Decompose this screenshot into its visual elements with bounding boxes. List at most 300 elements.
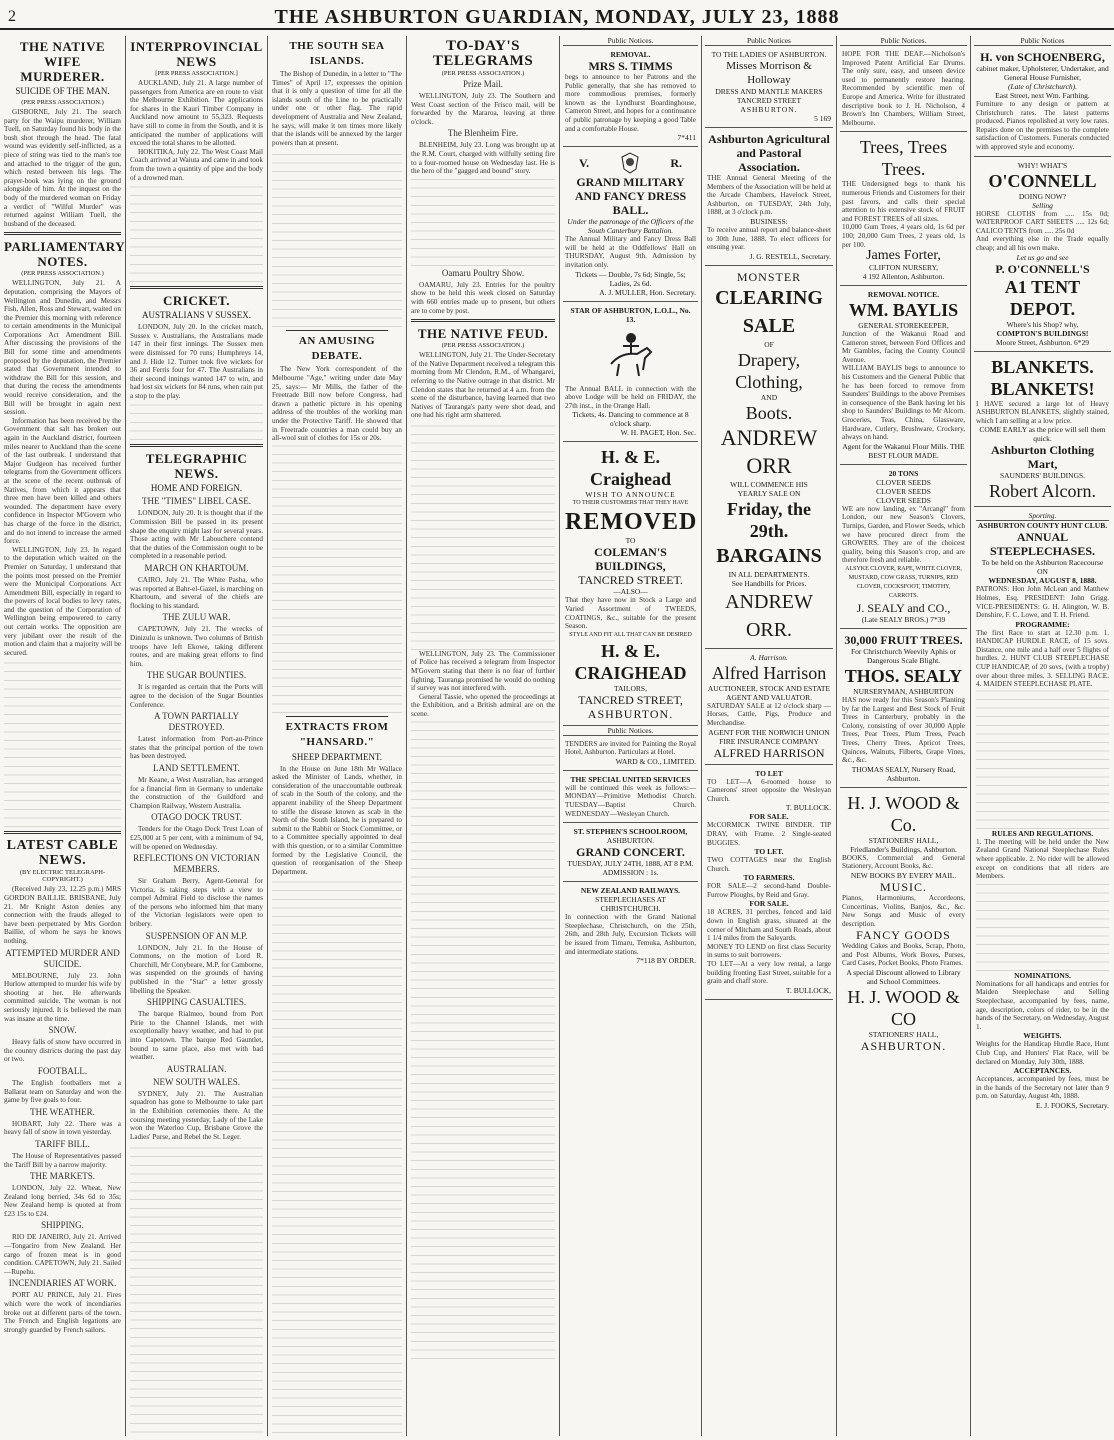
text-block: TO LET. xyxy=(754,847,784,857)
article-text xyxy=(272,365,402,442)
column-7 xyxy=(837,36,971,1436)
text-block: BUSINESS: xyxy=(750,216,788,226)
text-block: The New York correspondent of the Melbourne "Age," writing under date May 25, says:— Mr Mills, the father of the Freetrade Bill now before Congress, had drawn a pathetic picture in his opening address of the troubles of the working man under the Protective Tariff. He showed that in Freetrade countries a man could buy an all-wool suit of clothes for 15s or 20s. xyxy=(272,365,402,443)
text-block: The first Race to start at 12.30 p.m. 1. HANDICAP HURDLE RACE, of 15 sovs. Distance, one mile and a half over 5 flights of hurdles. 2. HUNT CLUB STEEPLECHASE CUP HANDICAP, of 20 sovs, (with a trophy) over about three miles. 3. SELLING RACE. 4. MAIDEN STEEPLECHASE PLATE. xyxy=(976,628,1109,689)
text-block: ALSYKE CLOVER, RAPE, WHITE CLOVER, MUSTARD, COW GRASS, TURNIPS, RED CLOVER, COCKSFOOT, TIMOTHY, CARROTS. xyxy=(845,565,962,599)
text-block: H. von SCHOENBERG, xyxy=(980,50,1105,64)
ad-ear-drums xyxy=(840,46,967,132)
ad-alfred-harrison xyxy=(705,649,833,765)
article-text xyxy=(272,70,402,147)
text-block: TWO COTTAGES near the English Church. xyxy=(707,856,831,873)
text-block: ASHBURTON COUNTY HUNT CLUB. xyxy=(977,521,1108,531)
text-block: COME EARLY as the price will sell them quick. xyxy=(979,425,1106,444)
text-block: AUSTRALIAN. xyxy=(166,1063,227,1074)
text-block: CAPETOWN, July 21. The wrecks of Dinizulu is unknown. Two columns of British troops have left Ekowe, taking different routes, and are making great efforts to find him. xyxy=(130,625,263,668)
subheadline: SUICIDE OF THE MAN. xyxy=(15,86,110,96)
text-block: NEW SOUTH WALES. xyxy=(153,1076,240,1087)
article-text xyxy=(411,79,555,176)
ad-craighead-removed xyxy=(563,442,698,725)
text-block: TANCRED STREET, xyxy=(578,692,683,707)
text-block: AGENT FOR THE NORWICH UNION FIRE INSURANCE COMPANY xyxy=(708,727,830,746)
text-block: THE "TIMES" LIBEL CASE. xyxy=(141,496,251,507)
text-block: TANCRED STREET xyxy=(736,96,802,105)
text-filler xyxy=(411,420,555,650)
column-4 xyxy=(407,36,560,1436)
text-block: STYLE AND FIT ALL THAT CAN BE DESIRED xyxy=(569,631,692,638)
text-block: WELLINGTON, July 21. A deputation, comprising the Mayors of Wellington and Dunedin, and Messrs Fish, Allen, Ross and Stewart, waited on the Premier this morning with reference to certain amendments in the Municipal Corporations Act Amendment Bill. After discussing the provisions of the Bill for some time and amendments proposed by the deputation, the Premier stated that Government intended to withdraw the Bill for this session, and that during the recess the amendments would receive consideration, and the Bill will be brought in again next session. xyxy=(4,279,121,417)
text-block: HOKITIKA, July 22. The West Coast Mail Coach arrived at Waiuta and came in and took from the town a quantity of pipe and the body of a drowned man. xyxy=(130,147,263,182)
ad-fruit-trees xyxy=(840,629,967,788)
crest-icon xyxy=(618,151,642,175)
text-block: WEDNESDAY, AUGUST 8, 1888. xyxy=(988,576,1097,586)
text-block: Misses Morrison & Holloway xyxy=(726,60,812,86)
text-block: NEW ZEALAND RAILWAYS. xyxy=(580,886,681,896)
text-block: Information has been received by the Government that salt has broken out again in the Auckland district, fourteen miles nearer to Auckland than the scene of the last outbreak. I understand that Major Gudgeon has received further telegrams from the Government officers at the scene of the recent outbreak of Natives, from which it appears that three men have been killed and others wounded. The department have every confidence in Inspector M'Govern who has charge of the force in the district, and do not intend to increase the armed force. xyxy=(4,416,121,546)
article-text xyxy=(411,650,555,719)
headline: PARLIAMENTARY NOTES. xyxy=(4,239,126,270)
headline: EXTRACTS FROM "HANSARD." xyxy=(285,720,389,748)
text-block: The barque Rialmeo, bound from Port Pirie to the Channel Islands, met with exceptionally heavy weather, and had to put into Capetown. The barque Red Gauntlet, bound to same place, also met with bad weather. xyxy=(130,1010,263,1062)
text-block: HOBART, July 22. There was a heavy fall of snow in town yesterday. xyxy=(4,1119,121,1137)
text-block: W. H. PAGET, Hon. Sec. xyxy=(620,428,696,438)
text-block: A. Harrison. xyxy=(750,652,788,662)
text-filler xyxy=(976,689,1109,829)
article-text xyxy=(130,79,263,182)
ad-united-services xyxy=(563,771,698,823)
text-block: SATURDAY SALE at 12 o'clock sharp — Horses, Cattle, Pigs, Produce and Merchandise. xyxy=(707,701,831,727)
text-block: CLOVER SEEDS xyxy=(876,486,931,496)
text-block: J. G. RESTELL, Secretary. xyxy=(749,251,831,261)
text-block: MRS S. TIMMS xyxy=(588,59,673,73)
text-block: O'CONNELL xyxy=(988,170,1097,191)
text-block: LONDON, July 20. It is thought that if the Commission Bill be passed in its present shape the enquiry might last for several years. Those acting with Mr Labouchere contend that the duties of the Commission ought to be completed in a reasonable period. xyxy=(130,509,263,561)
ad-dressmakers xyxy=(705,46,833,128)
text-block: MARCH ON KHARTOUM. xyxy=(144,563,249,574)
text-block: Robert Alcorn. xyxy=(989,481,1096,502)
ad-steeplechases xyxy=(974,507,1111,1114)
text-block: TO FARMERS. xyxy=(743,873,795,883)
text-filler xyxy=(411,719,555,1359)
masthead xyxy=(0,4,1114,30)
text-block: H. & E. CRAIGHEAD xyxy=(574,640,687,683)
text-block: THE SUGAR BOUNTIES. xyxy=(146,670,247,681)
text-block: REFLECTIONS ON VICTORIAN MEMBERS. xyxy=(133,853,260,875)
text-block: WM. BAYLIS xyxy=(848,300,959,321)
press-credit: (BY ELECTRIC TELEGRAPH-COPYRIGHT.) xyxy=(19,869,106,884)
ad-schoenberg xyxy=(974,46,1111,157)
text-filler xyxy=(130,1141,263,1436)
text-block: SAUNDERS' BUILDINGS. xyxy=(999,471,1086,481)
text-block: THE WEATHER. xyxy=(30,1106,95,1117)
text-block: 30,000 FRUIT TREES. xyxy=(844,632,963,647)
text-block: V. xyxy=(579,156,590,171)
text-block: CLIFTON NURSERY, xyxy=(869,263,938,273)
text-block: R. xyxy=(670,156,682,171)
text-block: TANCRED STREET. xyxy=(578,573,683,588)
text-block: WE are now landing, ex "Arcangl" from London, our new Season's Clovers, Turnips, Garden, and Flower Seeds, which we have procured direct from the GROWERS. They are of the choicest quality, being this Season's crop, and are therefore fresh and reliable. xyxy=(842,504,965,565)
article-text xyxy=(411,351,555,420)
text-filler xyxy=(4,657,121,827)
text-block: Trees, Trees Trees. xyxy=(859,137,948,180)
text-block: TENDERS are invited for Painting the Royal Hotel, Ashburton. Particulars at Hotel. xyxy=(565,739,696,757)
text-block: THOS. SEALY xyxy=(844,665,963,686)
subheadline: SHEEP DEPARTMENT. xyxy=(291,751,383,762)
text-block: ASHBURTON. xyxy=(740,105,798,114)
ad-bullock-listings xyxy=(705,765,833,1000)
text-block: TO LET—At a very low rental, a large building fronting East Street, suitable for a grain and chaff store. xyxy=(707,960,831,986)
text-filler xyxy=(130,182,263,282)
text-block: TO LET xyxy=(755,768,783,778)
text-block: ALFRED HARRISON xyxy=(713,745,825,760)
text-block: Ashburton Agricultural and Pastoral Association. xyxy=(708,132,830,174)
text-block: —ALSO— xyxy=(613,587,648,597)
text-block: Tickets, 4s. Dancing to commence at 8 o'clock sharp. xyxy=(572,410,689,429)
text-block: TARIFF BILL. xyxy=(35,1138,90,1149)
text-block: James Forter, xyxy=(866,248,941,264)
text-block: ON xyxy=(1037,567,1048,577)
text-filler xyxy=(130,400,263,440)
text-block: A TOWN PARTIALLY DESTROYED. xyxy=(154,711,239,733)
headline: TO-DAY'S TELEGRAMS xyxy=(432,38,534,69)
text-block: THE MARKETS. xyxy=(30,1171,95,1182)
text-block: FOR SALE. xyxy=(749,812,789,822)
text-block: Moore Street, Ashburton. 6*29 xyxy=(995,337,1090,347)
text-block: PROGRAMME: xyxy=(1015,619,1070,629)
text-block: AUCKLAND, July 21. A large number of passengers from America are en route to visit the Melbourne Exhibition. The applications for shares in the Kauri Timber Company in Auckland now amount to 55,323. Requests have still to come in from the South, and it is anticipated the number of applications will exceed the total shares to be allotted. xyxy=(130,79,263,148)
text-block: The Bishop of Dunedin, in a letter to "The Times" of April 17, expresses the opinion that it is only a question of time for all the islands south of the Line to be practically under one or other flag. The rapid development of Australia and New Zealand, he says, will make it ten times more likely that the islands will be annexed by the larger powers than at present. xyxy=(272,70,402,147)
text-block: East Street, next Wm. Farthing. xyxy=(995,91,1090,100)
text-block: ST. STEPHEN'S SCHOOLROOM, xyxy=(573,827,688,837)
text-block: LAND SETTLEMENT. xyxy=(153,762,240,773)
text-block: Friedlander's Buildings, Ashburton. xyxy=(850,844,957,854)
text-block: BOOKS, Commercial and General Stationery, Account Books, &c. xyxy=(842,853,965,871)
text-block: THOMAS SEALY, Nursery Road, Ashburton. xyxy=(851,764,956,783)
text-block: BLANKETS! xyxy=(990,378,1095,399)
press-credit: (PER PRESS ASSOCIATION.) xyxy=(441,70,525,77)
text-block: MUSIC. xyxy=(879,879,927,894)
text-block: ANDREW ORR. xyxy=(725,590,813,641)
text-block: WILL COMMENCE HIS xyxy=(730,479,808,489)
text-block: DOING NOW? xyxy=(1018,191,1067,201)
text-block: J. SEALY and CO., xyxy=(856,600,951,615)
headline: THE SOUTH SEA ISLANDS. xyxy=(289,40,385,67)
column-3 xyxy=(268,36,407,1436)
text-block: YEARLY SALE ON xyxy=(737,488,801,498)
text-block: MELBOURNE, July 23. John Hurlow attempted to murder his wife by shooting at her. He afterwards committed suicide. The woman is not seriously injured. It is believed the man was insane at the time. xyxy=(4,971,121,1023)
text-block: In the House on June 18th Mr Wallace asked the Minister of Lands, whether, in consideration of the unaccountable outbreak of scab in the South of the colony, and the apparent inability of the Sheep Department to stifle the disease known as scab in the North of the South Island, he is prepared to submit to the Rabbit or Stock Committee, or to a Committee specially appointed to deal with this question, or to a similar Committee formed by the Legislative Council, the question of reorganisation of the Sheep Department. xyxy=(272,764,402,876)
text-block: HAS now ready for this Season's Planting by far the Largest and Best Stock of Fruit Trees in Canterbury, probably in the Colony, consisting of over 30,000 Apple Trees, Pear Trees, Plum Trees, Peach Trees, Cherry Trees, Apricot Trees, Quinces, Walnuts, Filberts, Grape Vines, &c., &c. xyxy=(842,695,965,765)
text-block: SYDNEY, July 21. The Australian squadron has gone to Melbourne to take part in the Exhibition ceremonies there. At the coursing meeting yesterday, Lady of the Lake won the Waterloo Cup, Brisbane Grove the Ladies' Purse, and Rebel the St. Leger. xyxy=(130,1089,263,1141)
text-block: MONEY TO LEND on first class Security in sums to suit borrowers. xyxy=(707,942,831,960)
text-block: The Annual BALL in connection with the above Lodge will be held on FRIDAY, the 27th inst., in the Orange Hall. xyxy=(565,384,696,410)
text-block: ADMISSION : 1s. xyxy=(602,868,659,878)
text-filler xyxy=(411,176,555,266)
text-block: Sir Graham Berry, Agent-General for Victoria, is taking steps with a view to compel Admiral Field to disclose the names of the persons who informed him that many of the Victorian legislators were open to bribery. xyxy=(130,877,263,929)
text-block: TO THEIR CUSTOMERS THAT THEY HAVE xyxy=(572,500,689,507)
text-block: THE Annual General Meeting of the Members of the Association will be held at the Arcade Chambers, Havelock Street, Ashburton, on TUESDAY, 24th July, 1888, at 3 o'clock p.m. xyxy=(707,174,831,217)
text-block: Furniture to any design or pattern at Christchurch rates. The latest patterns produced. Pianos repolished at very low rates. Repairs done on the premises to the complete satisfaction of Customers. Funerals conducted with approved style and economy. xyxy=(976,100,1109,151)
text-filler xyxy=(976,881,1109,971)
text-block: Mr Keane, a West Australian, has arranged for a financial firm in Germany to undertake the construction of the Guildford and Champion Railway, Western Australia. xyxy=(130,775,263,810)
text-block: 4 192 Allenton, Ashburton. xyxy=(862,272,945,282)
text-block: WELLINGTON, July 21. The Under-Secretary of the Native Department received a telegram this morning from Mr Clendon, R.M., of Whangarei, referring to the Native outrage in that district. Mr Clendon states that he returned at 4 a.m. from the scene of the disturbance, having learned that two Natives of Tauranga's party were shot dead, and one had his right arm shattered. xyxy=(411,351,555,420)
article-text xyxy=(411,268,555,315)
text-block: TAILORS, xyxy=(614,683,647,693)
press-credit: (PER PRESS ASSOCIATION.) xyxy=(441,342,525,350)
article-text xyxy=(4,885,121,1334)
article-text xyxy=(4,108,121,228)
text-block: OF xyxy=(764,339,774,349)
ad-baylis-removal xyxy=(840,286,967,465)
text-block: A. J. MULLER, Hon. Secretary. xyxy=(599,287,696,297)
ad-painting-tenders xyxy=(563,736,698,771)
text-block: WELLINGTON, July 23. The Commissioner of Police has received a telegram from Inspector M'Govern stating that there is no fear of further fighting. Tauranga promised he would do nothing if survey was not interfered with. xyxy=(411,649,555,693)
text-block: Weights for the Handicap Hurdle Race, Hunt Club Cup, and Hunters' Flat Race, will be declared on Monday, July 30th, 1888. xyxy=(976,1040,1109,1066)
section-label: Public Notices. xyxy=(563,726,698,736)
text-block: Acceptances, accompanied by fees, must be in the hands of the Secretary not later than 9 p.m. on Saturday, August 4th, 1888. xyxy=(976,1075,1109,1101)
text-block: Latest information from Port-au-Prince states that the principal portion of the town has been destroyed. xyxy=(130,735,263,761)
text-block: STAR OF ASHBURTON, L.O.L., No. 13. xyxy=(570,305,691,324)
text-block: Selling xyxy=(1032,200,1053,210)
text-block: GISBORNE, July 21. The search party for the Waipu murderer, William Tuell, on Saturday found his body in the bush shot through the head. The fatal wound was evidently self-inflicted, as a piece of string was tied to the man's toe and attached to the trigger of the gun, which rested between his legs. The prayer-book was lying on the ground alongside of him. At the inquest on the body of the murdered woman on Friday a verdict of "Wilful Murder" was returned against William Tuell, the husband of the deceased. xyxy=(4,108,121,228)
text-block: Sporting. xyxy=(976,511,1109,521)
text-block: To be held on the Ashburton Racecourse xyxy=(981,558,1104,568)
text-block: GRAND CONCERT. xyxy=(576,845,685,860)
text-filler xyxy=(272,876,402,1436)
text-block: WEIGHTS. xyxy=(1023,1031,1062,1041)
text-block: HOPE FOR THE DEAF.—Nicholson's Improved Patent Artificial Ear Drums. The only sure, easy, and unseen device used to permanently restore hearing. Recommended by scientific men of Europe and America. Write for illustrated descriptive book to J. H. Nicholson, 4 Brown's Inn Chambers, William Street, Melbourne. xyxy=(842,50,965,127)
headline: CRICKET. xyxy=(163,293,230,309)
subheadline: AUSTRALIANS V SUSSEX. xyxy=(142,310,251,321)
text-block: GRAND MILITARY AND FANCY DRESS BALL. xyxy=(574,175,687,218)
text-block: Under the patronage of the Officers of the South Canterbury Battalion. xyxy=(567,217,694,236)
section-label: Public Notices. xyxy=(840,36,967,46)
horseman-icon xyxy=(601,324,661,380)
article-text xyxy=(4,279,121,657)
text-block: ANNUAL STEEPLECHASES. xyxy=(989,530,1096,559)
text-block: 5 169 xyxy=(814,114,831,123)
text-block: PORT AU PRINCE, July 21. Fires which were the work of incendiaries broke out at different parts of the town. The French and English legations are strongly guarded by French sailors. xyxy=(4,1291,121,1334)
text-block: STATIONERS' HALL, xyxy=(868,1030,939,1040)
text-block: That they have now in Stock a Large and Varied Assortment of TWEEDS, COATINGS, &c., suitable for the present Season. xyxy=(565,596,696,631)
column-5 xyxy=(560,36,702,1436)
section-label: Public Notices. xyxy=(563,36,698,46)
text-block: TO THE LADIES OF ASHBURTON. xyxy=(711,50,827,59)
text-block: 7*411 xyxy=(677,133,696,143)
text-block: A1 TENT DEPOT. xyxy=(1004,276,1081,319)
text-block: CAIRO, July 21. The White Pasha, who was reported at Bahr-el-Gazel, is marching on Khartoum, and several of the chiefs are flocking to his standard. xyxy=(130,576,263,610)
text-block: INCENDIARIES AT WORK. xyxy=(8,1278,117,1289)
text-filler xyxy=(272,443,402,713)
text-block: (Late of Christchurch). xyxy=(1007,82,1078,91)
text-block: A special Discount allowed to Library and School Committees. xyxy=(846,968,961,987)
ad-blankets xyxy=(974,352,1111,508)
text-block: TO LET—A 6-roomed house to Camerons' street opposite the Wesleyan Church. xyxy=(707,777,831,803)
headline: INTERPROVINCIAL NEWS xyxy=(130,39,263,69)
text-block: GENERAL STOREKEEPER, xyxy=(858,321,949,331)
text-block: COLEMAN'S BUILDINGS, xyxy=(594,545,667,574)
press-credit: (PER PRESS ASSOCIATION.) xyxy=(21,99,104,106)
ad-military-ball xyxy=(563,147,698,301)
text-block: 20 TONS xyxy=(888,468,919,478)
ad-grand-concert xyxy=(563,823,698,882)
text-block: Tickets — Double, 7s 6d; Single, 5s; Ladies, 2s 6d. xyxy=(575,269,686,288)
text-block: NOMINATIONS. xyxy=(1014,970,1071,980)
text-block: THE ZULU WAR. xyxy=(162,612,231,623)
text-block: NURSERYMAN, ASHBURTON xyxy=(853,686,954,696)
headline: THE NATIVE WIFE MURDERER. xyxy=(19,39,106,84)
headline: TELEGRAPHIC NEWS. xyxy=(145,451,248,482)
text-block: NEW BOOKS BY EVERY MAIL. xyxy=(850,870,957,880)
press-credit: (PER PRESS ASSOCIATION.) xyxy=(21,270,104,278)
text-block: SHIPPING CASUALTIES. xyxy=(146,997,247,1008)
text-block: The Blenheim Fire. xyxy=(447,128,519,139)
section-label: Public Notices xyxy=(974,36,1111,46)
text-block: 1. The meeting will be held under the New Zealand Grand National Steeplechase Rules where applicable. 2. No rider will be allowed except on conditions that all riders are Members. xyxy=(976,837,1109,881)
text-block: FOR SALE. xyxy=(749,899,789,909)
text-block: STATIONERS' HALL, xyxy=(868,835,939,845)
text-block: Prize Mail. xyxy=(463,79,503,89)
text-block: DRESS AND MANTLE MAKERS xyxy=(715,87,823,96)
text-block: THE Undersigned begs to thank his numerous Friends and Customers for their past favors, and calls their special attention to his extensive stock of FRUIT and FOREST TREES of all sizes. xyxy=(842,180,965,223)
text-block: The House of Representatives passed the Tariff Bill by a narrow majority. xyxy=(4,1151,121,1169)
text-block: Junction of the Wakanui Road and Cameron street, between Ford Offices and Mr Gambles, facing the County Council Avenue. xyxy=(842,330,965,364)
text-block: RULES AND REGULATIONS. xyxy=(991,828,1094,838)
text-block: Alfred Harrison xyxy=(711,662,827,683)
text-block: AND xyxy=(760,392,778,402)
text-block: SUSPENSION OF AN M.P. xyxy=(145,930,248,941)
text-block: (Late SEALY BROS.) 7*39 xyxy=(861,614,946,624)
article-text xyxy=(272,765,402,877)
text-block: Wedding Cakes and Books, Scrap, Photo, and Post Albums, Work Boxes, Purses, Card Cases, Pocket Books, Photo Frames. xyxy=(842,942,965,968)
text-block: WISH TO ANNOUNCE xyxy=(585,490,676,500)
text-block: ASHBURTON. xyxy=(860,1039,947,1054)
text-block: Pianos, Harmoniums, Accordeons, Concertinas, Violins, Banjos, &c., &c. New Songs and Music of every description. xyxy=(842,893,965,928)
text-block: BLENHEIM, July 23. Long was brought up at the R.M. Court, charged with wilfully setting fire to a four-roomed house on Wednesday last. He is the hero of the "gagged and bound" story. xyxy=(411,141,555,176)
page-number: 2 xyxy=(8,8,16,25)
text-block: Oamaru Poultry Show. xyxy=(441,267,525,278)
text-block: ASHBURTON. xyxy=(606,836,655,846)
text-block: CLOVER SEEDS xyxy=(876,495,931,505)
text-block: ANDREW ORR xyxy=(720,424,818,478)
text-block: SHIPPING. xyxy=(41,1220,84,1231)
text-block: WARD & CO., LIMITED. xyxy=(615,756,696,766)
ad-orange-ball xyxy=(563,302,698,443)
section-label: Public Notices xyxy=(705,36,833,46)
text-block: REMOVED xyxy=(565,509,698,536)
text-block: REMOVAL NOTICE. xyxy=(867,290,940,300)
text-block: ASHBURTON. xyxy=(587,706,674,721)
text-block: (Received July 23, 12.25 p.m.) MRS GORDON BAILLIE. BRISBANE, July 21. Mr Knight Aston denies any connection with the frauds alleged to have been perpetrated by Mrs Gordon Baillie, of whom he says he knows nothing. xyxy=(4,885,121,945)
article-text xyxy=(130,496,263,1141)
ad-clearing-sale xyxy=(705,266,833,649)
text-block: IN ALL DEPARTMENTS. xyxy=(728,569,810,579)
text-block: ATTEMPTED MURDER AND SUICIDE. xyxy=(5,947,120,969)
text-block: Ashburton Clothing Mart, xyxy=(990,443,1095,472)
text-block: Friday, the 29th. xyxy=(727,498,811,541)
text-block: TO xyxy=(625,536,636,546)
text-block: ACCEPTANCES. xyxy=(1013,1066,1072,1076)
text-block: BLANKETS. xyxy=(991,356,1094,377)
text-block: General Tassie, who opened the proceedings at the Exhibition, and a British admiral are on the scene. xyxy=(411,692,555,719)
text-block: BARGAINS xyxy=(716,544,822,567)
text-block: H. J. WOOD & Co. xyxy=(847,792,960,835)
text-block: SNOW. xyxy=(48,1025,77,1036)
text-block: begs to announce to her Patrons and the Public generally, that she has removed to more commodious premises, formerly known as the Lyndhurst Boardinghouse, Cameron Street, and hopes for a continuance of public patronage by keeping a good Table and a comfortable House. xyxy=(565,73,696,133)
text-block: WHY! WHAT'S xyxy=(1017,160,1068,170)
text-block: McCORMICK TWINE BINDER. TIP DRAY, with Frame. 2 Single-seated BUGGIES. xyxy=(707,821,831,847)
subheadline: HOME AND FOREIGN. xyxy=(150,483,243,494)
text-block: FANCY GOODS xyxy=(856,928,951,943)
text-block: CLEARING SALE xyxy=(715,286,823,337)
text-block: CLOVER SEEDS xyxy=(876,477,931,487)
ad-railways xyxy=(563,882,698,969)
text-block: COMPTON'S BUILDINGS! xyxy=(996,328,1089,338)
text-block: LONDON, July 22. Wheat, New Zealand long berried, 34s 6d to 35s; New Zealand hemp is quoted at from £23 15s to £24. xyxy=(4,1184,121,1218)
headline: THE NATIVE FEUD. xyxy=(417,326,549,342)
text-block: I HAVE secured a large lot of Heavy ASHBURTON BLANKETS, slightly stained, which I am selling at a low price. xyxy=(976,399,1109,425)
text-block: HORSE CLOTHS from ..... 15s 0d; WATERPROOF CART SHEETS ..... 12s 6d; CALICO TENTS from ..... 25s 0d xyxy=(976,209,1109,235)
text-block: THE SPECIAL UNITED SERVICES xyxy=(570,774,691,784)
text-block: T. BULLOCK, xyxy=(785,985,831,995)
text-block: AUCTIONEER, STOCK AND ESTATE AGENT AND VALUATOR. xyxy=(707,683,831,702)
text-block: Where's his Shop? why, xyxy=(1006,319,1079,329)
ad-trees xyxy=(840,132,967,286)
text-block: OAMARU, July 23. Entries for the poultry show to be held this week closed on Saturday with 660 entries made up to present, but others are to come by post. xyxy=(411,280,555,315)
text-block: will be continued this week as follows:—MONDAY—Primitive Methodist Church. TUESDAY—Baptist Church. WEDNESDAY—Wesleyan Church. xyxy=(565,783,696,818)
text-block: RIO DE JANEIRO, July 21. Arrived—Tongariro from New Zealand. Her cargo of frozen meat is in good condition. CAPETOWN, July 21. Sailed—Rupehu. xyxy=(4,1233,121,1276)
text-block: TUESDAY, JULY 24TH, 1888, AT 8 P.M. xyxy=(567,859,694,869)
text-block: 10,000 Gum Trees, 4 years old, 1s 6d per 100; 20,000 Gum Trees, 2 years old, 1s per 100. xyxy=(842,223,965,249)
text-block: OTAGO DOCK TRUST. xyxy=(151,812,242,823)
text-block: STEEPLECHASES AT CHRISTCHURCH. xyxy=(595,895,666,914)
text-block: E. J. FOOKS, Secretary. xyxy=(1035,1100,1109,1110)
text-block: P. O'CONNELL'S xyxy=(995,261,1090,276)
text-block: The Annual Military and Fancy Dress Ball will be held at the Oddfellows' Hall on THURSDAY, August 9th. Admission by invitation only. xyxy=(565,235,696,269)
text-block: WELLINGTON, July 23. In regard to the deputation which waited on the Premier on Saturday, I understand that the points most pressed on the Premier were the Municipal Corporations Act Amendment Bill, especially in regard to the powers of local bodies to levy rates, and the question of the Corporation of Wellington being empowered to carry out certain works. The opposition are very jubilant over the result of the motion and claim that a majority will be secured. xyxy=(4,545,121,657)
text-block: H. J. WOOD & CO xyxy=(847,987,960,1030)
article-text xyxy=(130,323,263,400)
text-block: PATRONS: Hon John McLean and Matthew Holmes, Esq. PRESIDENT: John Grigg. VICE-PRESIDENTS: G. H. Alington, W. B. Denshire, F. C. Lowe, and T. H. Friend. xyxy=(976,585,1109,620)
ad-oconnell xyxy=(974,157,1111,352)
column-2 xyxy=(126,36,268,1436)
text-block: Let us go and see xyxy=(1016,252,1069,262)
text-block: 18 ACRES, 31 perches, fenced and laid down in English grass, situated at the corner of Mitcham and South Roads, about 1 1/4 miles from the Saleyards. xyxy=(707,908,831,943)
ad-clover-seeds xyxy=(840,465,967,629)
text-block: LONDON, July 20. In the cricket match, Sussex v. Australians, the Australians made 147 in their first innings. The Sussex men were dismissed for 70 runs; Humphreys 14, and J. Hide 12. Turner took five wickets for 36 and Ferris four for 47. The Australians in their second innings wanted 147 to win, and had lost six wickets for 84 runs, when rain put a stop to the play. xyxy=(130,323,263,400)
text-block: And everything else in the Trade equally cheap; and all his own make. xyxy=(976,235,1109,252)
ad-removal-timms xyxy=(563,46,698,147)
text-block: 7*118 BY ORDER. xyxy=(636,956,696,966)
masthead-title: THE ASHBURTON GUARDIAN, MONDAY, JULY 23, 1888 xyxy=(274,6,840,28)
ad-agricultural-association xyxy=(705,128,833,266)
text-block: Agent for the Wakanui Flour Mills. THE BEST FLOUR MADE. xyxy=(842,441,965,460)
column-8 xyxy=(971,36,1114,1436)
text-block: MONSTER xyxy=(736,269,802,284)
text-block: For Christchurch Weevily Aphis or Dangerous Scale Blight. xyxy=(850,646,957,665)
ad-wood-stationers xyxy=(840,788,967,1057)
text-block: FOR SALE—2 second-hand Double-Furrow Ploughs, by Reid and Gray. xyxy=(707,882,831,899)
text-block: H. & E. Craighead xyxy=(590,447,671,490)
text-block: Tenders for the Otago Dock Trust Loan of £25,000 at 5 per cent, with a minimum of 94, will be opened on Wednesday. xyxy=(130,825,263,851)
headline: LATEST CABLE NEWS. xyxy=(6,838,119,869)
text-block: Boots. xyxy=(745,402,793,423)
headline: AN AMUSING DEBATE. xyxy=(298,335,376,363)
text-block: WILLIAM BAYLIS begs to announce to his Customers and the General Public that he has been forced to remove from Saunders' Buildings to the above Premises in consequence of the Bank having let his shop to Saunders' Buildings to Mr Alcorn. Groceries, Teas, China, Glassware, Hardware, Cutlery, Brushware, Crockery, always on hand. xyxy=(842,364,965,442)
text-block: The English footballers met a Ballarat team on Saturday and won the game by five goals to four. xyxy=(4,1078,121,1105)
text-filler xyxy=(272,147,402,327)
text-block: Heavy falls of snow have occurred in the country districts during the past day or two. xyxy=(4,1038,121,1064)
